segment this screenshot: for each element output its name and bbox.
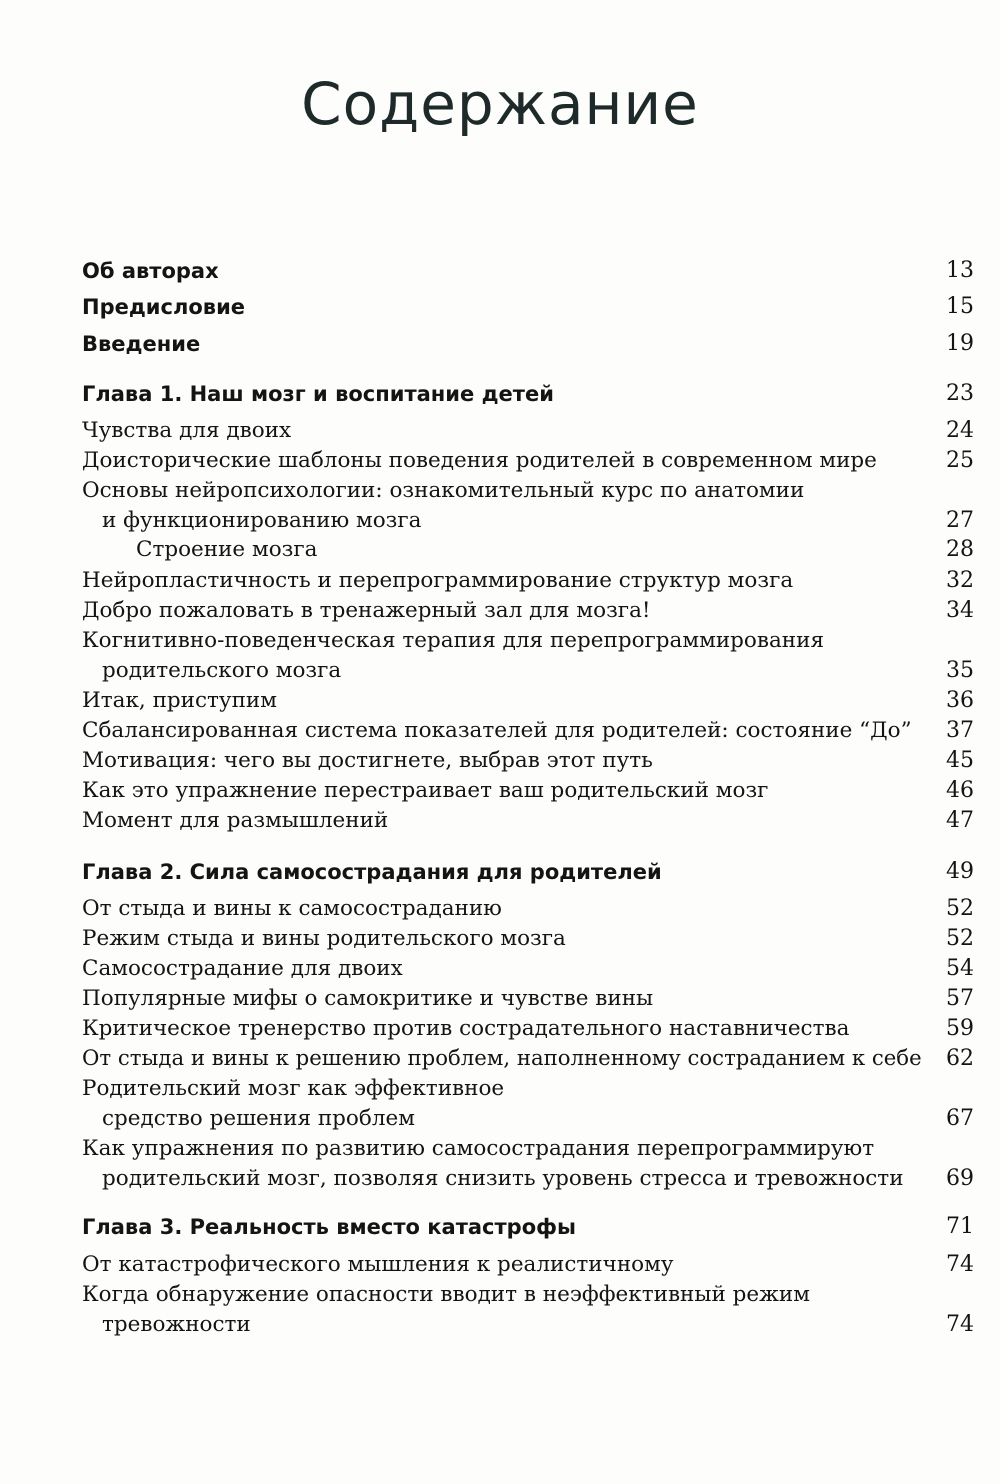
toc-entry-title: средство решения проблем: [102, 1106, 415, 1131]
toc-entry-title: Критическое тренерство против сострадательного наставничества: [82, 1016, 850, 1041]
toc-entry-title: От катастрофического мышления к реалистичному: [82, 1252, 674, 1277]
toc-entry-title: Как это упражнение перестраивает ваш родительский мозг: [82, 778, 769, 803]
toc-entry-title: Самосострадание для двоих: [82, 956, 403, 981]
toc-page-number: 27: [946, 508, 974, 533]
toc-entry: [82, 894, 974, 924]
toc-entry-title: Когда обнаружение опасности вводит в неэффективный режим: [82, 1282, 810, 1307]
toc-entry-title: тревожности: [102, 1312, 251, 1337]
toc-chapter-title: Глава 3. Реальность вместо катастрофы: [82, 1215, 576, 1239]
toc-entry-continuation: [82, 506, 974, 536]
toc-page-number: 49: [946, 859, 974, 884]
toc-entry: [82, 1044, 974, 1074]
toc-entry-continuation: [82, 1104, 974, 1134]
toc-entry: [82, 416, 974, 446]
toc-chapter-2: [82, 857, 974, 887]
toc-entry: [82, 746, 974, 776]
toc-entry-title: Предисловие: [82, 295, 246, 319]
toc-page-number: 71: [946, 1214, 974, 1239]
toc-entry-title: Итак, приступим: [82, 688, 277, 713]
toc-chapter-1: [82, 379, 974, 409]
toc-entry: [82, 776, 974, 806]
toc-entry: [82, 1134, 974, 1164]
toc-entry-title: Родительский мозг как эффективное: [82, 1076, 505, 1101]
toc-entry: [82, 1014, 974, 1044]
toc-chapter-3: [82, 1212, 974, 1242]
toc-entry: [82, 476, 974, 506]
toc-page-number: 23: [946, 381, 974, 406]
toc-entry-continuation: [82, 1164, 974, 1194]
toc-page-number: 24: [946, 418, 974, 443]
toc-entry-continuation: [82, 656, 974, 686]
toc-entry: [82, 984, 974, 1014]
toc-entry-title: Чувства для двоих: [82, 418, 292, 443]
toc-entry-title: Строение мозга: [136, 537, 318, 562]
toc-entry-title: Нейропластичность и перепрограммирование структур мозга: [82, 568, 794, 593]
toc-entry-title: Введение: [82, 332, 201, 356]
page-title: Содержание: [301, 70, 699, 138]
toc-page-number: 25: [946, 448, 974, 473]
toc-entry: [82, 1074, 974, 1104]
toc-entry: [82, 716, 974, 746]
toc-page-number: 74: [946, 1312, 974, 1337]
toc-page-number: 45: [946, 748, 974, 773]
toc-entry: [82, 626, 974, 656]
toc-subentry: [82, 535, 974, 565]
toc-page-number: 74: [946, 1252, 974, 1277]
toc-page-number: 59: [946, 1016, 974, 1041]
toc-entry: [82, 446, 974, 476]
toc-entry-continuation: [82, 1310, 974, 1340]
toc-entry-title: Об авторах: [82, 259, 219, 283]
toc-entry-title: От стыда и вины к самосостраданию: [82, 896, 502, 921]
toc-entry-title: и функционированию мозга: [102, 508, 422, 533]
toc-entry-title: Когнитивно-поведенческая терапия для перепрограммирования: [82, 628, 825, 653]
toc-page-number: 19: [946, 331, 974, 356]
toc-entry-title: Мотивация: чего вы достигнете, выбрав этот путь: [82, 748, 653, 773]
toc-entry-title: От стыда и вины к решению проблем, наполненному состраданием к себе: [82, 1046, 922, 1071]
toc-page-number: 36: [946, 688, 974, 713]
toc-entry-introduction: [82, 329, 974, 359]
toc-page-number: 34: [946, 598, 974, 623]
toc-entry: [82, 954, 974, 984]
toc-page-number: 13: [946, 258, 974, 283]
toc-page-number: 69: [946, 1166, 974, 1191]
toc-page-number: 67: [946, 1106, 974, 1131]
toc-entry-preface: [82, 292, 974, 322]
toc-page-number: 57: [946, 986, 974, 1011]
toc-entry: [82, 924, 974, 954]
toc-entry: [82, 566, 974, 596]
toc-page-number: 32: [946, 568, 974, 593]
toc-page-number: 37: [946, 718, 974, 743]
toc-page-number: 54: [946, 956, 974, 981]
toc-entry: [82, 806, 974, 836]
toc-page-number: 35: [946, 658, 974, 683]
toc-entry: [82, 1280, 974, 1310]
toc-entry-title: родительский мозг, позволяя снизить уровень стресса и тревожности: [102, 1166, 904, 1191]
toc-entry-title: родительского мозга: [102, 658, 342, 683]
toc-entry-title: Сбалансированная система показателей для родителей: состояние “До”: [82, 718, 912, 743]
toc-entry-about-authors: [82, 256, 974, 286]
toc-page-number: 15: [946, 294, 974, 319]
toc-entry-title: Как упражнения по развитию самосострадания перепрограммируют: [82, 1136, 875, 1161]
toc-page-number: 47: [946, 808, 974, 833]
toc-entry-title: Основы нейропсихологии: ознакомительный курс по анатомии: [82, 478, 805, 503]
toc-entry: [82, 596, 974, 626]
toc-entry-title: Популярные мифы о самокритике и чувстве вины: [82, 986, 654, 1011]
toc-page-number: 62: [946, 1046, 974, 1071]
toc-chapter-title: Глава 1. Наш мозг и воспитание детей: [82, 382, 554, 406]
toc-entry-title: Момент для размышлений: [82, 808, 389, 833]
toc-page-number: 28: [946, 537, 974, 562]
toc-entry-title: Добро пожаловать в тренажерный зал для мозга!: [82, 598, 651, 623]
toc-chapter-title: Глава 2. Сила самосострадания для родителей: [82, 860, 662, 884]
toc-page-number: 46: [946, 778, 974, 803]
toc-entry-title: Доисторические шаблоны поведения родителей в современном мире: [82, 448, 877, 473]
toc-entry: [82, 1250, 974, 1280]
toc-entry-title: Режим стыда и вины родительского мозга: [82, 926, 566, 951]
toc-page-number: 52: [946, 926, 974, 951]
toc-entry: [82, 686, 974, 716]
toc-page-number: 52: [946, 896, 974, 921]
